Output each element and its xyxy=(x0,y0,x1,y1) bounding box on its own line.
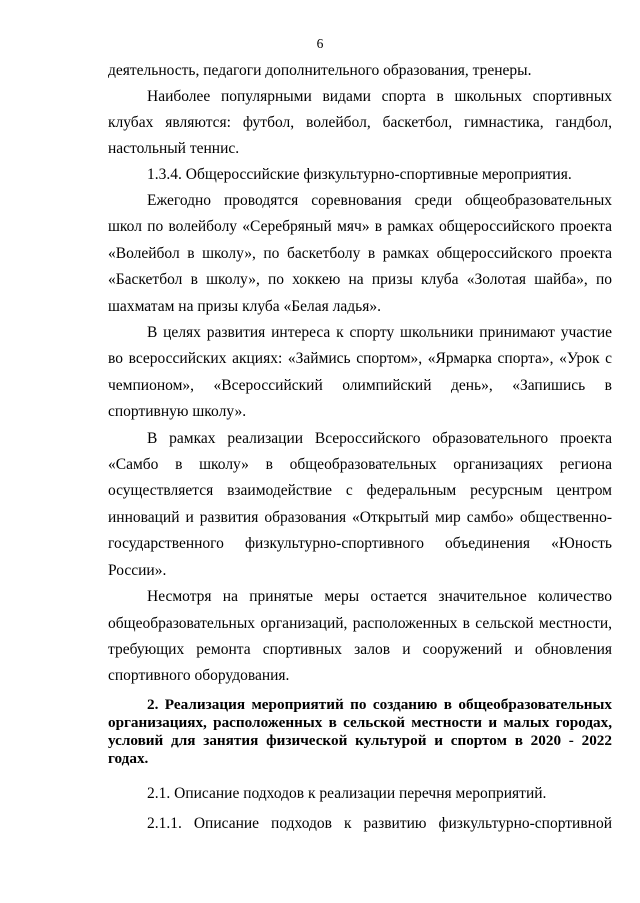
paragraph-subsection-1-3-4: 1.3.4. Общероссийские физкультурно-спортивные мероприятия. xyxy=(147,166,572,183)
subsection-2-1-1: 2.1.1. Описание подходов к развитию физкультурно-спортивной xyxy=(147,814,612,832)
paragraph-continuation: деятельность, педагоги дополнительного образования, тренеры. xyxy=(108,62,532,79)
paragraph-needs: Несмотря на принятые меры остается значительное количество общеобразовательных организаций, расположенных в сельской местности, требующих ремонта спортивных залов и сооружений и обновления спортивного оборудования. xyxy=(108,588,612,685)
paragraph-competitions: Ежегодно проводятся соревнования среди общеобразовательных школ по волейболу «Серебряный мяч» в рамках общероссийского проекта «Волейбол в школу», по баскетболу в рамках общероссийского проекта «Баскетбол в школу», по хоккею на призы клуба «Золотая шайба», по шахматам на призы клуба «Белая ладья». xyxy=(108,192,612,315)
subsection-2-1: 2.1. Описание подходов к реализации перечня мероприятий. xyxy=(147,784,547,802)
paragraph-sambo: В рамках реализации Всероссийского образовательного проекта «Самбо в школу» в общеобразовательных организациях региона осуществляется взаимодействие с федеральным ресурсным центром инноваций и развития образования «Открытый мир самбо» общественно-государственного физкультурно-спортивного объединения «Юность России». xyxy=(108,429,612,579)
paragraph-popular-sports: Наиболее популярными видами спорта в школьных спортивных клубах являются: футбол, волейбол, баскетбол, гимнастика, гандбол, настольный теннис. xyxy=(108,88,612,157)
page-number: 6 xyxy=(316,36,324,51)
document-body xyxy=(108,58,612,837)
section-2-heading: 2. Реализация мероприятий по созданию в общеобразовательных организациях, расположенных в сельской местности и малых городах, условий для занятия физической культурой и спортом в 2020 - 2022 годах. xyxy=(108,695,612,767)
paragraph-actions: В целях развития интереса к спорту школьники принимают участие во всероссийских акциях: «Займись спортом», «Ярмарка спорта», «Урок с чемпионом», «Всероссийский олимпийский день», «Запишись в спортивную школу». xyxy=(108,324,612,421)
